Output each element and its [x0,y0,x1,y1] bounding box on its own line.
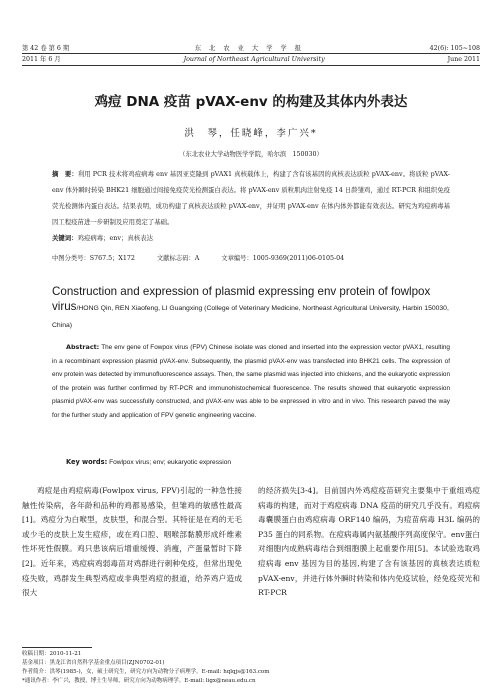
footnote-author-bio: 作者简介：洪琴(1985-)，女，硕士研究生，研究方向为动物分子病理学。E-mail: hqlqjs@163.com [22,669,270,675]
keywords-text: 鸡痘病毒；env；真核表达 [77,234,153,242]
abstract-text: 利用 PCR 技术将鸡痘病毒 env 基因亚克隆到 pVAX1 真核载体上，构建了含有该基因的真核表达质粒 pVAX-env。将质粒 pVAX-env 体外瞬时转染 BHK21 细胞通过间接免疫荧光检测蛋白表达。将 pVAX-env 质粒肌肉注射免疫 14 日龄雏鸡，通过 RT-PCR 和组织免疫荧光检测体内蛋白表达。结果表明，成功构建了真核表达质粒 pVAX-env，并证明 pVAX-env 在体内体外都能有效表达。研究为鸡痘病毒基因工程疫苗进一步研制及应用奠定了基础。 [52,170,450,226]
article-title: 鸡痘 DNA 疫苗 pVAX-env 的构建及其体内外表达 [94,94,408,110]
journal-name-en: Journal of Northeast Agricultural University [183,56,325,63]
english-title-block [52,284,450,333]
abstract-label: 摘 要： [52,170,78,178]
keywords-label: 关键词： [52,234,78,242]
running-header-en [22,55,480,65]
english-abstract-text: The env gene of Fowpox virus (FPV) Chinese isolate was cloned and inserted into the expression vector pVAX1, resulting in a recombinant expression plasmid pVAX-env. Subsequently, the plasmid pVAX-env was transfected into BHK21 cells. The expression of env protein was detected by immunofluorescence assays. Then, the same plasmid was injected into chickens, and the eukaryotic expression of the protein was further confirmed by RT-PCR and immunohistochemical fluorescence. The results showed that eukaryotic expression plasmid pVAX-env was successfully constructed, and pVAX-env was able to be expressed in vitro and in vivo. This research paved the way for the further study and application of FPV genetic engineering vaccine. [52,344,450,419]
english-abstract [52,341,450,422]
page-range: 42(6): 105~108 [429,45,480,52]
english-authors: /HONG Qin, REN Xiaofeng, LI Guangxing (College of Veterinary Medicine, Northeast Agricultural University, Harbin 150030, China) [52,305,449,329]
footnote-received: 收稿日期：2010-11-21 [22,651,82,657]
abstract-cn [52,166,450,246]
body-column-right: 的经济损失[3-4]。目前国内外鸡痘疫苗研究主要集中于重组鸡痘病毒的构建，而对于鸡痘病毒 DNA 疫苗的研究几乎没有。鸡痘病毒囊膜蛋白由鸡痘病毒 ORF140 编码，为痘苗病毒 H3L 编码的 P35 蛋白的同系物。在痘病毒属内氨基酸序列高度保守。env蛋白对细胞内成熟病毒结合到细胞膜上起重要作用[5]。本试验选取鸡痘病毒 env 基因为目的基因,构建了含有该基因的真核表达质粒 pVAX-env，并进行体外瞬时转染和体内免疫试验，经免疫荧光和 RT-PCR [258,486,480,598]
header-rule-2 [22,65,480,66]
journal-name-cn: 东 北 农 业 大 学 学 报 [194,45,305,52]
document-code: 文献标志码：A [156,255,200,262]
body-column-left: 鸡痘是由鸡痘病毒(Fowlpox virus, FPV)引起的一种急性接触性传染病，各年龄和品种的鸡都易感染，但雏鸡的敏感性最高[1]。鸡痘分为白喉型，皮肤型，和混合型。其特征是在鸡的无毛或少毛的皮肤上发生痘疹，或在鸡口腔、咽喉部黏膜形成纤维素性坏死性假膜。鸡只患该病后增重缓慢、消瘦，产蛋量暂时下降[2]。近年来，鸡痘病鸡弱毒苗对鸡群进行刺种免疫，但常出现免疫失败，鸡群发生典型鸡痘或非典型鸡痘的报道，给养鸡户造成很大 [22,486,242,598]
header-rule [22,53,480,54]
article-number: 文章编号：1005-9369(2011)06-0105-04 [221,255,345,262]
english-keywords-label: Key words: [66,458,108,466]
classification-meta [52,254,450,264]
issue-date-cn: 2011 年 6 月 [22,56,61,63]
footnote-corresponding: *通讯作者：李广兴，教授，博士生导师，研究方向为动物病理学。E-mail: ligx@neau.edu.cn [22,678,256,684]
clc-number: 中图分类号：S767.5；X172 [52,255,135,262]
english-keywords-text: Fowlpox virus; env; eukaryotic expression [109,459,232,466]
english-title: Construction and expression of plasmid expressing env protein of fowlpox virus [52,285,431,313]
issue-date-en: June 2011 [447,56,480,63]
footnote-funding: 基金项目：黑龙江省自然科学基金重点项目(ZJN0702-01) [22,660,165,666]
english-keywords [66,457,450,468]
footnote-rule [22,647,92,648]
english-abstract-label: Abstract: [66,343,100,351]
article-authors: 洪 琴，任晓峰，李广兴* [184,128,318,139]
article-affiliation: （东北农业大学动物医学学院，哈尔滨 150030） [179,151,323,158]
volume-issue: 第 42 卷 第 6 期 [22,45,70,52]
